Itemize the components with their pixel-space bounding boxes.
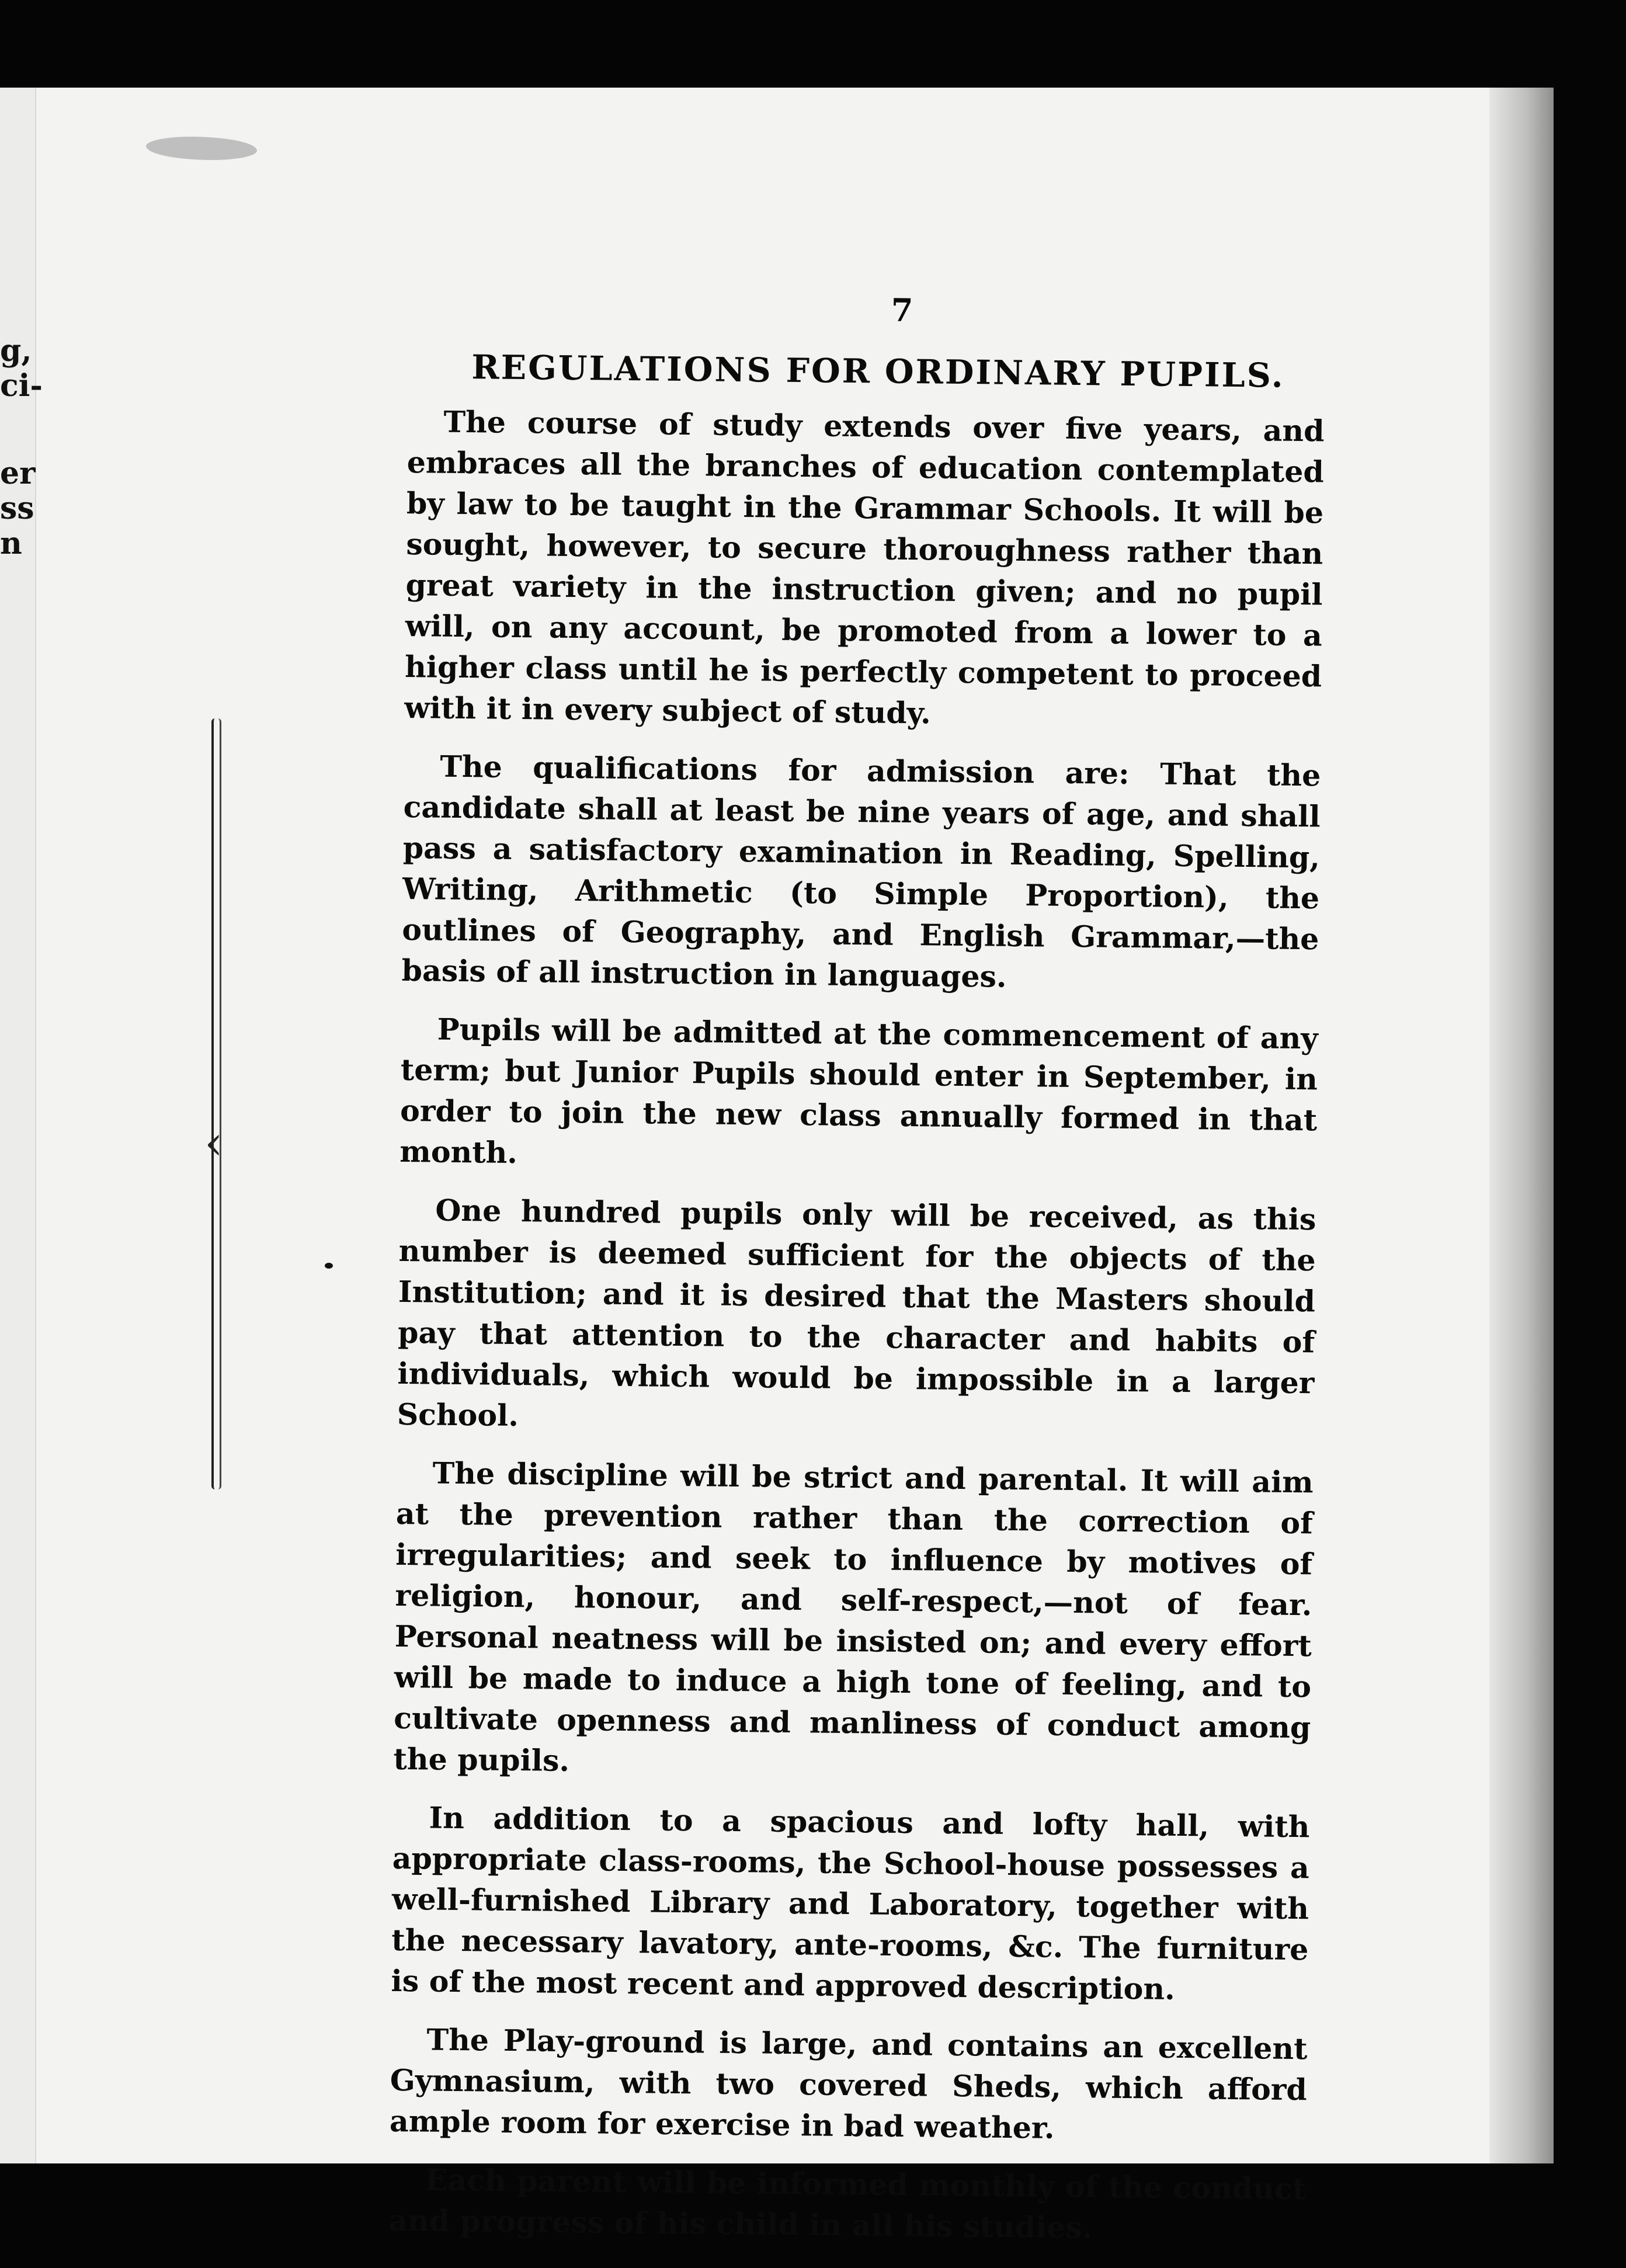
paragraph-pupil-limit: One hundred pupils only will be received, as this number is deemed sufficient for the objects of the Institution; and it is desired that the Masters should pay that attention to the character and habits of individuals, which would be impossible in a larger School.	[397, 1193, 1316, 1433]
facing-page-fragment: er	[0, 456, 36, 491]
scan-artifact	[146, 137, 257, 160]
page-fold-line	[211, 718, 221, 1489]
paragraph-monthly-report: Each parent will be informed monthly of the conduct and progress of his child in all his studies.	[388, 2162, 1307, 2245]
facing-page-fragment: g,	[0, 333, 32, 369]
paragraph-admission-timing: Pupils will be admitted at the commencement of any term; but Junior Pupils should enter in September, in order to join the new class annually formed in that month.	[399, 1012, 1318, 1171]
page-edge-shadow	[1489, 88, 1554, 2163]
paragraph-discipline: The discipline will be strict and parental. It will aim at the prevention rather than the correction of irregularities; and seek to influence by motives of religion, honour, and self-respect,—not of fear. Personal neatness will be insisted on; and every effort will be made to induce a high tone of feeling, and to cultivate openness and manliness of conduct among the pupils.	[393, 1456, 1314, 1779]
page-heading: REGULATIONS FOR ORDINARY PUPILS.	[471, 348, 1285, 395]
paragraph-school-house: In addition to a spacious and lofty hall, with appropriate class-rooms, the School-house possesses a well-furnished Library and Laboratory, together with the necessary lavatory, ante-rooms, &c. The furniture is of the most recent and approved description.	[391, 1800, 1310, 2006]
facing-page-fragment: ss	[0, 491, 34, 526]
fold-mark: ‹	[204, 1116, 223, 1170]
facing-page-fragment: ci-	[0, 368, 43, 404]
book-page	[0, 88, 1554, 2245]
paragraph-play-ground: The Play-ground is large, and contains an excellent Gymnasium, with two covered Sheds, which afford ample room for exercise in bad weather.	[389, 2022, 1308, 2145]
ink-spot	[325, 1263, 333, 1269]
text-block	[388, 286, 1326, 2268]
page-number: 7	[891, 291, 913, 329]
paragraph-course-of-study: The course of study extends over five years, and embraces all the branches of education contemplated by law to be taught in the Grammar Schools. It will be sought, however, to secure thoroughness rather than great variety in the instruction given; and no pupil will, on any account, be promoted from a lower to a higher class until he is perfectly competent to proceed with it in every subject of study.	[404, 404, 1325, 731]
facing-page-edge	[0, 88, 43, 2163]
paragraph-qualifications: The qualifications for admission are: That the candidate shall at least be nine years of age, and shall pass a satisfactory examination in Reading, Spelling, Writing, Arithmetic (to Simple Proportion), the outlines of Geography, and English Grammar,—the basis of all instruction in languages.	[401, 749, 1321, 994]
facing-page-fragment: n	[0, 526, 22, 561]
